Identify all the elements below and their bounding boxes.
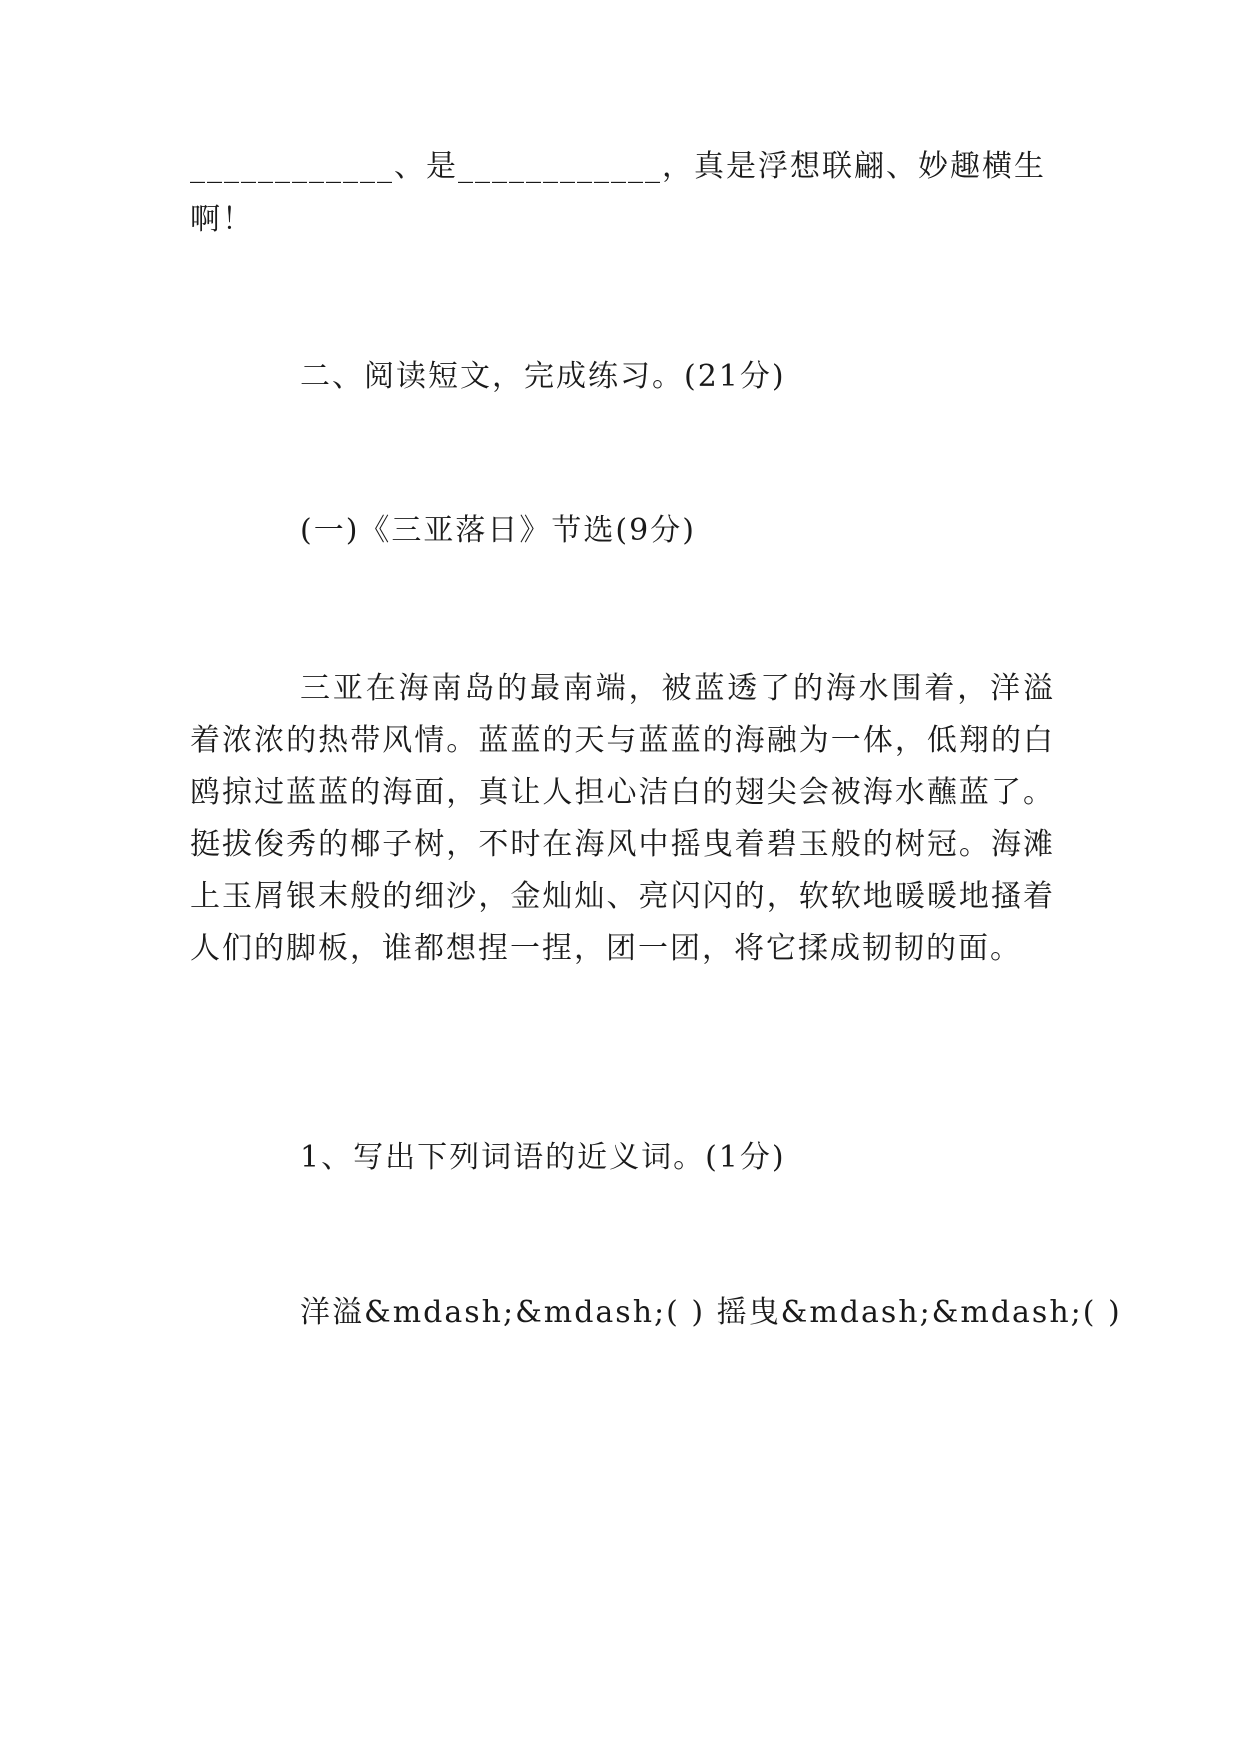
passage-one-title: (一)《三亚落日》节选(9分) bbox=[300, 513, 696, 548]
section-two-heading: 二、阅读短文，完成练习。(21分) bbox=[300, 359, 786, 394]
question-one-items: 洋溢&mdash;&mdash;( ) 摇曳&mdash;&mdash;( ) bbox=[300, 1295, 1122, 1330]
continuation-line-2: 啊！ bbox=[190, 202, 254, 237]
question-one-prompt: 1、写出下列词语的近义词。(1分) bbox=[300, 1140, 786, 1175]
continuation-line-1: ____________、是____________，真是浮想联翩、妙趣横生 bbox=[190, 149, 1046, 184]
passage-one-text: 三亚在海南岛的最南端，被蓝透了的海水围着，洋溢着浓浓的热带风情。蓝蓝的天与蓝蓝的海融为一体，低翔的白鸥掠过蓝蓝的海面，真让人担心洁白的翅尖会被海水蘸蓝了。挺拔俊秀的椰子树，不时在海风中摇曳着碧玉般的树冠。海滩上玉屑银末般的细沙，金灿灿、亮闪闪的，软软地暖暖地搔着人们的脚板，谁都想捏一捏，团一团，将它揉成韧韧的面。 bbox=[190, 671, 1055, 966]
